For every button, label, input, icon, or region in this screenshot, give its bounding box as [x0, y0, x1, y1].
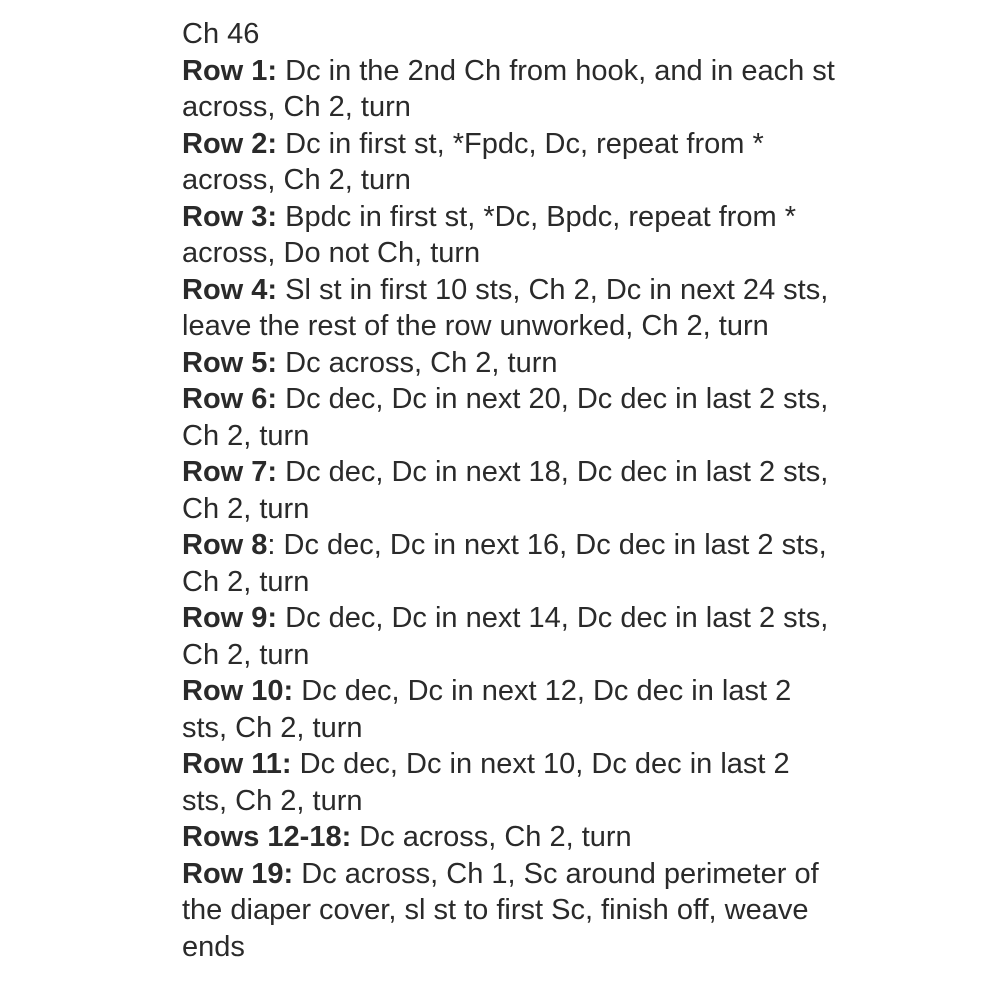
row-2-label: Row 2: — [182, 127, 278, 160]
pattern-instructions — [182, 16, 842, 965]
row-3-label: Row 3: — [182, 200, 278, 233]
row-8-text: : Dc dec, Dc in next 16, Dc dec in last 2 sts, Ch 2, turn — [182, 529, 827, 598]
row-10-text: Dc dec, Dc in next 12, Dc dec in last 2 sts, Ch 2, turn — [182, 675, 792, 744]
row-6-text: Dc dec, Dc in next 20, Dc dec in last 2 sts, Ch 2, turn — [182, 383, 829, 452]
row-10-label: Row 10: — [182, 675, 294, 707]
rows-12-18-text: Dc across, Ch 2, turn — [351, 821, 632, 853]
row-6 — [182, 381, 842, 454]
row-4 — [182, 272, 842, 345]
row-4-text: Sl st in first 10 sts, Ch 2, Dc in next 24 sts, leave the rest of the row unworked, Ch 2, turn — [182, 273, 829, 342]
row-5 — [182, 345, 842, 382]
row-1-text: Dc in the 2nd Ch from hook, and in each st across, Ch 2, turn — [182, 54, 835, 123]
row-2 — [182, 126, 842, 199]
row-5-label: Row 5: — [182, 346, 278, 379]
rows-12-18 — [182, 819, 842, 856]
row-7-label: Row 7: — [182, 456, 278, 488]
row-7-text: Dc dec, Dc in next 18, Dc dec in last 2 sts, Ch 2, turn — [182, 456, 829, 525]
row-19-text: Dc across, Ch 1, Sc around perimeter of the diaper cover, sl st to first Sc, finish off, weave ends — [182, 857, 819, 963]
row-3 — [182, 199, 842, 272]
row-4-label: Row 4: — [182, 273, 278, 306]
row-5-text: Dc across, Ch 2, turn — [277, 346, 558, 379]
row-19 — [182, 856, 842, 966]
row-1 — [182, 53, 842, 126]
row-8 — [182, 527, 842, 600]
starting-chain: Ch 46 — [182, 18, 260, 50]
row-3-text: Bpdc in first st, *Dc, Bpdc, repeat from * across, Do not Ch, turn — [182, 200, 797, 269]
row-7 — [182, 454, 842, 527]
rows-12-18-label: Rows 12-18: — [182, 821, 352, 853]
row-19-label: Row 19: — [182, 857, 294, 890]
row-1-label: Row 1: — [182, 54, 278, 87]
row-11-label: Row 11: — [182, 748, 292, 780]
row-9-text: Dc dec, Dc in next 14, Dc dec in last 2 sts, Ch 2, turn — [182, 602, 829, 671]
row-6-label: Row 6: — [182, 383, 278, 415]
row-10 — [182, 673, 842, 746]
row-11 — [182, 746, 842, 819]
row-9 — [182, 600, 842, 673]
row-8-label: Row 8 — [182, 529, 268, 561]
row-2-text: Dc in first st, *Fpdc, Dc, repeat from * across, Ch 2, turn — [182, 127, 764, 196]
row-9-label: Row 9: — [182, 602, 278, 634]
row-11-text: Dc dec, Dc in next 10, Dc dec in last 2 sts, Ch 2, turn — [182, 748, 790, 817]
